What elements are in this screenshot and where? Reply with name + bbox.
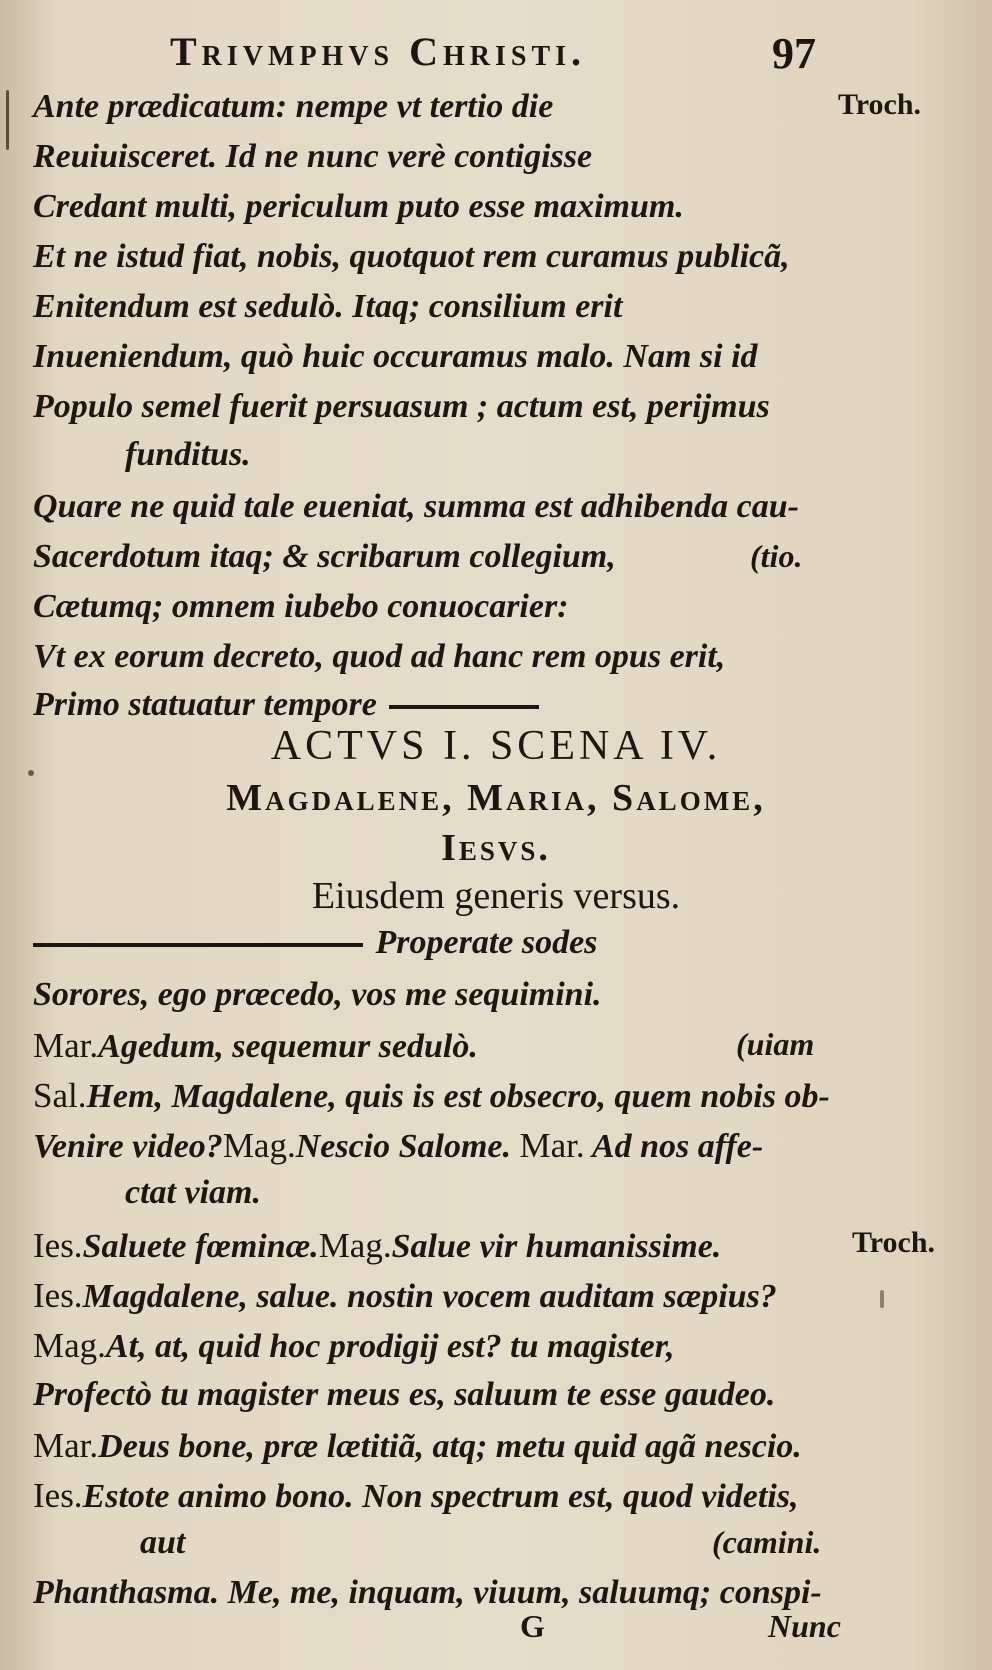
signature-mark: G <box>520 1608 545 1644</box>
dialogue-line <box>33 1076 830 1116</box>
verse-line <box>0 338 992 388</box>
turnover-text: (uiam <box>736 1026 815 1062</box>
dialogue-line <box>33 1276 777 1316</box>
speech-text: Salue vir humanissime. <box>391 1228 722 1265</box>
scene-title: ACTVS I. SCENA IV. <box>270 723 722 769</box>
verse-line <box>0 138 992 188</box>
dialogue-line <box>33 1426 802 1466</box>
running-title: Trivmphvs Christi. <box>170 29 587 74</box>
verse-text: Quare ne quid tale eueniat, summa est adhibenda cau- <box>33 488 799 525</box>
verse-text: aut <box>140 1524 186 1561</box>
speaker-name: Sal. <box>33 1076 87 1115</box>
turnover-text: (tio. <box>750 538 803 574</box>
verse-text: Cætumq; omnem iubebo conuocarier: <box>33 588 569 625</box>
verse-text: Et ne istud fiat, nobis, quotquot rem curamus publicã, <box>33 238 790 275</box>
margin-note: Troch. <box>852 1226 936 1259</box>
verse-line <box>0 188 992 238</box>
verse-text: ctat viam. <box>125 1174 261 1211</box>
verse-text: Primo statuatur tempore <box>33 686 377 723</box>
verse-with-dash <box>33 924 597 962</box>
verse-line <box>0 976 992 1026</box>
verse-line <box>0 1426 992 1476</box>
speech-text: Venire video? <box>33 1128 223 1165</box>
speech-text: At, at, quid hoc prodigij est? tu magister, <box>105 1328 675 1365</box>
speaker-name: Mag. <box>318 1226 392 1265</box>
speech-text: Magdalene, salue. nostin vocem auditam sæpius? <box>82 1278 777 1315</box>
verse-line <box>0 1126 992 1176</box>
verse-line <box>0 588 992 638</box>
speaker-name: Mar. <box>519 1126 585 1165</box>
verse-line <box>0 538 992 588</box>
verse-line <box>0 88 992 138</box>
catchword: Nunc <box>768 1608 841 1644</box>
verse-text: Credant multi, periculum puto esse maximum. <box>33 188 684 225</box>
page-number: 97 <box>772 29 816 78</box>
verse-line <box>0 436 992 486</box>
verse-line <box>0 1026 992 1076</box>
dash-rule <box>33 943 363 947</box>
scene-characters: Iesvs. <box>441 827 551 869</box>
margin-note: Troch. <box>838 88 922 121</box>
page-footer <box>0 1608 992 1658</box>
speaker-name: Ies. <box>33 1226 83 1265</box>
speaker-name: Mar. <box>33 1026 99 1065</box>
speech-text: Estote animo bono. Non spectrum est, quod videtis, <box>82 1478 799 1515</box>
verse-text: Inueniendum, quò huic occuramus malo. Nam si id <box>33 338 758 375</box>
verse-line <box>0 638 992 688</box>
verse-line <box>0 1376 992 1426</box>
speech-text: Ad nos affe- <box>591 1128 764 1165</box>
verse-line <box>0 924 992 974</box>
scene-characters: Magdalene, Maria, Salome, <box>226 777 766 819</box>
speech-text: Saluete fœminæ. <box>82 1228 319 1265</box>
verse-line <box>0 238 992 288</box>
verse-text: Phanthasma. Me, me, inquam, viuum, saluumq; conspi- <box>33 1574 822 1611</box>
running-head <box>0 28 992 88</box>
speaker-name: Mag. <box>222 1126 296 1165</box>
dialogue-line <box>33 1126 763 1166</box>
verse-text: Sacerdotum itaq; & scribarum collegium, <box>33 538 616 575</box>
dialogue-line <box>33 1226 721 1266</box>
verse-text: Enitendum est sedulò. Itaq; consilium erit <box>33 288 623 325</box>
verse-text: Vt ex eorum decreto, quod ad hanc rem opus erit, <box>33 638 726 675</box>
turnover-text: (camini. <box>712 1524 822 1560</box>
speech-text: Nescio Salome. <box>295 1128 512 1165</box>
speech-text: Hem, Magdalene, quis is est obsecro, quem nobis ob- <box>86 1078 830 1115</box>
verse-line <box>0 1326 992 1376</box>
speaker-name: Ies. <box>33 1276 83 1315</box>
verse-line <box>0 388 992 438</box>
verse-line <box>0 1524 992 1574</box>
speaker-name: Mar. <box>33 1426 99 1465</box>
verse-text: Populo semel fuerit persuasum ; actum est, perijmus <box>33 388 770 425</box>
verse-text: Sorores, ego præcedo, vos me sequimini. <box>33 976 602 1013</box>
verse-line <box>0 1174 992 1224</box>
verse-line <box>0 288 992 338</box>
verse-line <box>0 1276 992 1326</box>
verse-line <box>0 1076 992 1126</box>
speech-text: Agedum, sequemur sedulò. <box>98 1028 478 1065</box>
verse-text: Ante prædicatum: nempe vt tertio die <box>33 88 554 125</box>
speaker-name: Mag. <box>33 1326 106 1365</box>
dash-rule <box>389 705 539 709</box>
verse-text: Reuiuisceret. Id ne nunc verè contigisse <box>33 138 593 175</box>
verse-text: funditus. <box>125 436 251 473</box>
verse-line <box>0 488 992 538</box>
speech-text: Deus bone, præ lætitiã, atq; metu quid agã nescio. <box>98 1428 802 1465</box>
dialogue-line <box>33 1326 675 1366</box>
meter-note: Eiusdem generis versus. <box>311 875 681 917</box>
speaker-name: Ies. <box>33 1476 83 1515</box>
dialogue-line <box>33 1476 799 1516</box>
dialogue-line <box>33 1026 478 1066</box>
verse-line <box>0 1476 992 1526</box>
verse-with-dash <box>33 686 539 724</box>
verse-line <box>0 1226 992 1276</box>
verse-text: Properate sodes <box>375 924 598 961</box>
verse-text: Profectò tu magister meus es, saluum te esse gaudeo. <box>33 1376 776 1413</box>
